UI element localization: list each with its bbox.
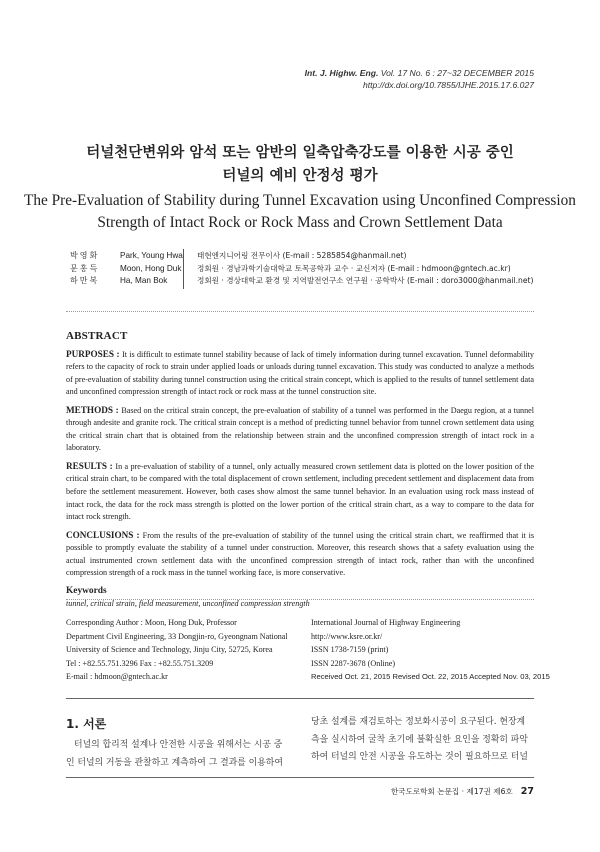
footer-journal: 한국도로학회 논문집 · 제17권 제6호 [390, 787, 513, 796]
methods-label: METHODS : [66, 404, 122, 415]
conclusions-text: From the results of the pre-evaluation of stability of the tunnel using the critical strain chart, we reaffirmed that it is possible to promptly evaluate the stability of a tunnel under construction. Moreover, this research shows that a safety evaluation using the actual instrumented crown settlement data with the unconfined compression strength of intact rock, rather than with the unconfined compression strength of a rock mass in the tunnel working face, is more conservative. [66, 530, 534, 578]
author-affiliation: 정회원 · 경남과학기술대학교 토목공학과 교수 · 교신저자 (E-mail : hdmoon@gntech.ac.kr) [197, 263, 511, 273]
volume-info: Vol. 17 No. 6 : 27~32 DECEMBER 2015 [378, 68, 534, 78]
purposes-label: PURPOSES : [66, 348, 123, 359]
author-english-name: Moon, Hong Duk [120, 263, 182, 273]
methods-text: Based on the critical strain concept, the pre-evaluation of stability of a tunnel was performed in the Daegu region, at a tunnel through andesite and granite rock. The critical strain concept is a method of predicting tunnel behavior from tunnel crown settlement data using the critical strain chart that is obtained from the relationship between strain and the unconfined compression strength of intact rock in a laboratory. [66, 405, 534, 453]
article-dates: Received Oct. 21, 2015 Revised Oct. 22, 2015 Accepted Nov. 03, 2015 [311, 672, 550, 682]
author-list [70, 250, 533, 288]
results-text: In a pre-evaluation of stability of a tunnel, only actually measured crown settlement data is plotted on the lower position of the critical strain chart, to be compared with the total displacement of crown settlement, including precedent settlement and displacement data from before the settlement measurement. However, both cases show almost the same tunnel behavior. In an evaluation using rock mass instead of intact rock, the data for the rock mass strength is plotted on the lower portion of the critical strain chart, as a way to compare to the data for intact rock strength. [66, 461, 534, 522]
body-column-right [311, 714, 534, 767]
journal-url[interactable]: http://www.ksre.or.kr/ [311, 631, 383, 641]
author-english-name: Ha, Man Bok [120, 276, 168, 286]
page-number: 27 [520, 786, 534, 797]
abstract-heading: ABSTRACT [66, 330, 128, 342]
author-korean-name: 하만복 [70, 276, 100, 286]
purposes-text: It is difficult to estimate tunnel stability because of lack of timely information during tunnel excavation. Tunnel deformability refers to the capacity of rock to strain under applied loads or unloads during tunnel excavation. This study was conducted to analyze a methods of pre-evaluation of stability during tunnel construction using the critical strain concept, which is applied to the results of tunnel settlement data and unconfined compression strength of intact rock or rock mass at the tunnel construction site. [66, 349, 534, 397]
footer-divider [66, 777, 534, 778]
journal-citation [305, 67, 534, 79]
english-title-line: The Pre-Evaluation of Stability during Tunnel Excavation using Unconfined Compression [24, 192, 576, 209]
english-title-line: Strength of Intact Rock or Rock Mass and Crown Settlement Data [97, 214, 503, 231]
author-affiliation: 태현엔지니어링 전무이사 (E-mail : 5285854@hanmail.net) [197, 251, 407, 260]
doi-link[interactable]: http://dx.doi.org/10.7855/IJHE.2015.17.6.027 [362, 80, 534, 90]
page-footer [391, 786, 534, 797]
author-korean-name: 문홍득 [70, 263, 100, 273]
journal-header [305, 67, 534, 91]
section-divider [66, 698, 534, 699]
abstract-purposes [66, 348, 534, 399]
abstract-block [66, 330, 534, 611]
corr-phone: Tel : +82.55.751.3296 Fax : +82.55.751.3209 [66, 658, 214, 668]
body-line: 하여 터널의 안전 시공을 유도하는 것이 필요하므로 터널 [311, 752, 528, 762]
body-line: 측을 실시하여 굴착 초기에 불확실한 요인을 정확히 파악 [311, 734, 528, 745]
author-row [70, 250, 533, 263]
keywords-heading: Keywords [66, 585, 107, 596]
abstract-methods [66, 404, 534, 455]
corr-author: Corresponding Author : Moon, Hong Duk, Professor [66, 618, 237, 627]
section-heading: 1. 서론 [66, 717, 107, 731]
issn-print: ISSN 1738-7159 (print) [311, 645, 389, 655]
body-line: 터널의 합리적 설계나 안전한 시공을 위해서는 시공 중 [74, 740, 283, 750]
issn-online: ISSN 2287-3678 (Online) [311, 658, 396, 668]
keywords-text: tunnel, critical strain, field measurement, unconfined compression strength [66, 599, 310, 609]
results-label: RESULTS : [66, 460, 116, 471]
author-row [70, 275, 533, 288]
corr-department: Department Civil Engineering, 33 Dongjin-ro, Gyeongnam National [66, 631, 288, 641]
corresponding-author-block [66, 616, 288, 684]
journal-info-block [311, 616, 550, 684]
body-line: 당초 설계를 재검토하는 정보화시공이 요구된다. 현장계 [311, 717, 526, 727]
conclusions-label: CONCLUSIONS : [66, 529, 143, 540]
body-column-left [66, 737, 296, 772]
corr-university: University of Science and Technology, Jinju City, 52725, Korea [66, 645, 273, 655]
corr-email[interactable]: E-mail : hdmoon@gntech.ac.kr [66, 672, 168, 682]
author-row [70, 263, 533, 276]
author-english-name: Park, Young Hwa [120, 251, 183, 260]
section-divider [66, 311, 534, 312]
korean-title-line: 터널천단변위와 암석 또는 암반의 일축압축강도를 이용한 시공 중인 [86, 144, 514, 161]
abstract-results [66, 460, 534, 524]
journal-full-name: International Journal of Highway Engineering [311, 618, 461, 627]
korean-title-line: 터널의 예비 안정성 평가 [222, 167, 378, 184]
abstract-conclusions [66, 529, 534, 580]
korean-title [0, 141, 600, 187]
body-line: 인 터널의 거동을 관찰하고 계측하여 그 결과를 이용하여 [66, 757, 283, 768]
author-affiliation: 정회원 · 경상대학교 환경 및 지역발전연구소 연구원 · 공학박사 (E-mail : doro3000@hanmail.net) [197, 276, 534, 286]
section-divider [66, 599, 534, 600]
journal-name: Int. J. Highw. Eng. [304, 68, 379, 78]
english-title [0, 190, 600, 234]
author-korean-name: 박영화 [70, 251, 100, 260]
